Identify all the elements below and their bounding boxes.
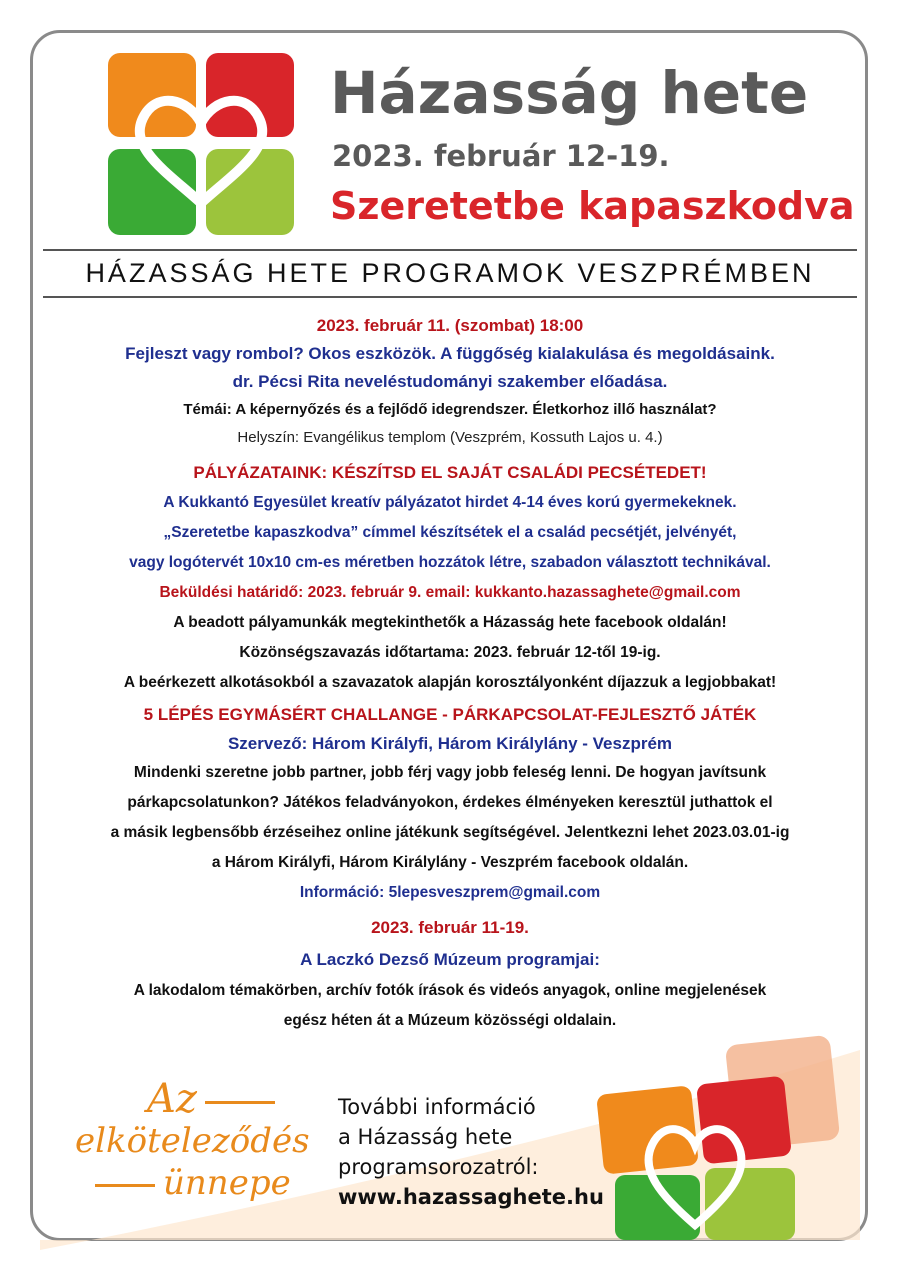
challenge-line: a Három Királyfi, Három Királylány - Veszprém facebook oldalán. [211,854,689,871]
museum-line: A lakodalom témakörben, archív fotók írások és videós anyagok, online megjelenések [133,982,767,999]
challenge-line: a másik legbensőbb érzéseihez online játékunk segítségével. Jelentkezni lehet 2023.03.01-ig [110,824,790,841]
museum-date: 2023. február 11-19. [371,918,529,937]
museum-title: A Laczkó Dezső Múzeum programjai: [300,950,600,969]
contest-title: PÁLYÁZATAINK: KÉSZÍTSD EL SAJÁT CSALÁDI PECSÉTEDET! [193,463,707,482]
divider-top [43,249,857,251]
divider-bottom [43,296,857,298]
program-title: Fejleszt vagy rombol? Okos eszközök. A függőség kialakulása és megoldásaink. [125,344,775,363]
contest-line: vagy logótervét 10x10 cm-es méretben hozzátok létre, szabadon választott technikával. [129,554,771,571]
corner-logo-decoration [560,1020,860,1240]
hazassag-hete-logo [108,53,294,235]
program-topics: Témái: A képernyőzés és a fejlődő idegrendszer. Életkorhoz illő használat? [183,401,717,418]
footer-line: További információ [338,1095,536,1119]
contest-line: A beadott pályamunkák megtekinthetők a Házasság hete facebook oldalán! [173,614,727,631]
challenge-info: Információ: 5lepesveszprem@gmail.com [299,884,601,901]
contest-line: „Szeretetbe kapaszkodva” címmel készítsétek el a család pecsétjét, jelvényét, [163,524,737,541]
contest-line: A beérkezett alkotásokból a szavazatok alapján korosztályonként díjazzuk a legjobbakat! [123,674,777,691]
contest-deadline: Beküldési határidő: 2023. február 9. email: kukkanto.hazassaghete@gmail.com [159,584,741,601]
motto: Szeretetbe kapaszkodva [330,184,855,228]
website-link[interactable]: www.hazassaghete.hu [338,1185,604,1209]
page-title: Házasság hete [330,59,809,127]
footer-line: a Házasság hete [338,1125,513,1149]
challenge-organizer: Szervező: Három Királyfi, Három Királylány - Veszprém [227,734,673,753]
footer-line: programsorozatról: [338,1155,539,1179]
museum-line: egész héten át a Múzeum közösségi oldalain. [283,1012,617,1029]
script-line: ünnepe [75,1162,310,1204]
contest-line: A Kukkantó Egyesület kreatív pályázatot hirdet 4-14 éves korú gyermekeknek. [163,494,737,511]
program-museum [40,912,860,1036]
section-heading: HÁZASSÁG HETE PROGRAMOK VESZPRÉMBEN [85,258,815,288]
script-line: Az [75,1078,310,1120]
challenge-line: párkapcsolatunkon? Játékos feladványokon, érdekes élményeken keresztül juthattok el [127,794,773,811]
program-challenge [40,700,860,908]
program-lecture [40,312,860,452]
event-dates: 2023. február 12-19. [332,139,670,173]
elkotelezodes-unnepe-logo [75,1078,310,1204]
challenge-line: Mindenki szeretne jobb partner, jobb férj vagy jobb feleség lenni. De hogyan javítsunk [133,764,767,781]
program-contest [40,458,860,698]
contest-line: Közönségszavazás időtartama: 2023. február 12-től 19-ig. [239,644,661,661]
program-date: 2023. február 11. (szombat) 18:00 [316,316,584,335]
program-venue: Helyszín: Evangélikus templom (Veszprém, Kossuth Lajos u. 4.) [237,429,663,446]
programs [40,312,860,1036]
program-subtitle: dr. Pécsi Rita neveléstudományi szakember előadása. [232,372,668,391]
script-line: elköteleződés [75,1121,310,1161]
challenge-title: 5 LÉPÉS EGYMÁSÉRT CHALLANGE - PÁRKAPCSOLAT-FEJLESZTŐ JÁTÉK [143,705,757,724]
